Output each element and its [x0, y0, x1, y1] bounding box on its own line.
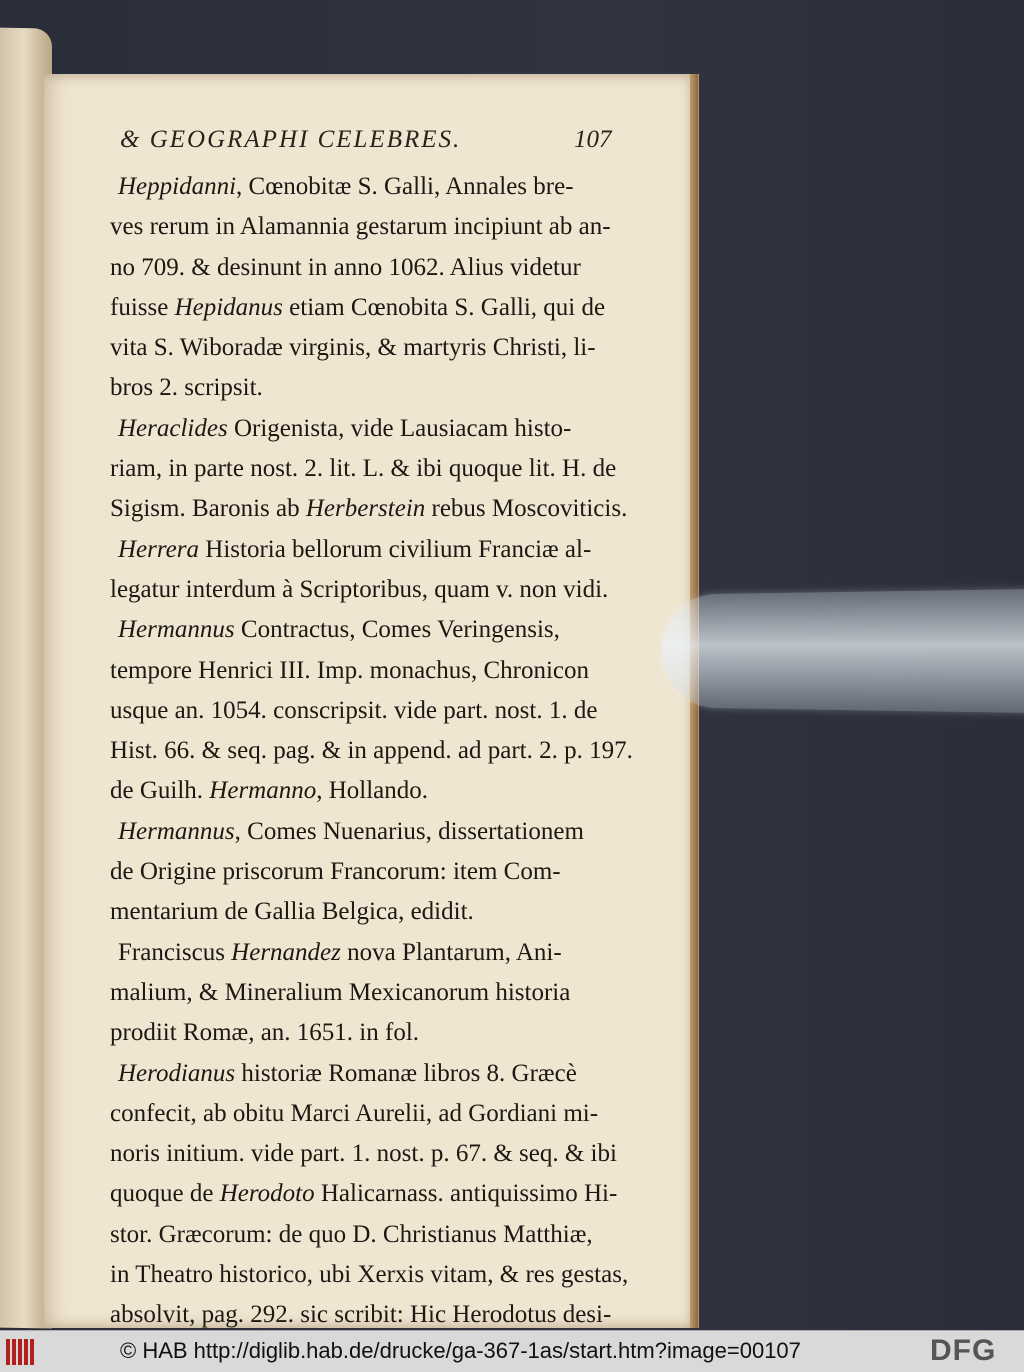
- text-run: , Hollando.: [316, 777, 429, 805]
- italic-name: Hermannus: [118, 817, 235, 845]
- text-run: in Theatro historico, ubi Xerxis vitam, & res gestas,: [110, 1261, 629, 1289]
- text-line: [110, 852, 632, 892]
- text-line: [110, 610, 632, 650]
- italic-name: Herodianus: [118, 1059, 236, 1087]
- text-run: , Comes Nuenarius, dissertationem: [234, 817, 584, 845]
- text-line: [110, 167, 632, 207]
- italic-name: Heppidanni: [118, 173, 237, 200]
- text-run: de Guilh.: [110, 777, 210, 805]
- text-line: [110, 570, 632, 610]
- text-run: Contractus, Comes Veringensis,: [234, 616, 560, 644]
- text-line: [110, 1013, 632, 1053]
- text-line: [110, 368, 632, 408]
- text-run: no 709. & desinunt in anno 1062. Alius videtur: [110, 253, 581, 281]
- italic-name: Hepidanus: [174, 293, 283, 321]
- text-run: riam, in parte nost. 2. lit. L. & ibi quoque lit. H. de: [110, 455, 617, 483]
- text-run: Sigism. Baronis ab: [110, 495, 306, 523]
- italic-name: Herberstein: [305, 495, 426, 523]
- text-run: Historia bellorum civilium Franciæ al-: [199, 535, 592, 563]
- text-line: [110, 449, 632, 489]
- text-line: [110, 409, 632, 449]
- text-line: [110, 973, 632, 1013]
- text-run: mentarium de Gallia Belgica, edidit.: [110, 898, 474, 926]
- text-line: [110, 1094, 632, 1134]
- running-head: & GEOGRAPHI CELEBRES.: [120, 126, 462, 153]
- source-credit: © HAB http://diglib.hab.de/drucke/ga-367-1as/start.htm?image=00107: [120, 1338, 801, 1363]
- text-run: prodiit Romæ, an. 1651. in fol.: [110, 1019, 420, 1047]
- italic-name: Heraclides: [118, 414, 228, 442]
- text-run: Hist. 66. & seq. pag. & in append. ad part. 2. p. 197.: [110, 737, 633, 765]
- text-line: [110, 1215, 632, 1255]
- text-run: usque an. 1054. conscripsit. vide part. nost. 1. de: [110, 696, 598, 724]
- text-run: ves rerum in Alamannia gestarum incipiunt ab an-: [110, 213, 611, 241]
- text-line: [110, 489, 632, 529]
- text-line: [110, 1255, 632, 1295]
- text-line: [110, 1054, 632, 1094]
- text-run: etiam Cœnobita S. Galli, qui de: [282, 293, 606, 321]
- text-run: confecit, ab obitu Marci Aurelii, ad Gordiani mi-: [110, 1099, 599, 1127]
- italic-name: Herrera: [118, 535, 200, 563]
- text-line: [110, 731, 632, 771]
- book-clamp: [662, 589, 1024, 713]
- text-line: [110, 1134, 632, 1174]
- text-run: Origenista, vide Lausiacam histo-: [227, 414, 572, 442]
- text-run: legatur interdum à Scriptoribus, quam v. non vidi.: [110, 575, 609, 603]
- text-line: [110, 812, 632, 852]
- text-line: [110, 651, 632, 691]
- text-line: [110, 248, 632, 288]
- text-run: absolvit, pag. 292. sic scribit: Hic Herodotus desi-: [110, 1301, 612, 1329]
- text-run: de Origine priscorum Francorum: item Com-: [110, 858, 561, 886]
- text-run: historiæ Romanæ libros 8. Græcè: [235, 1059, 577, 1087]
- page-number: 107: [574, 126, 612, 153]
- text-run: , Cœnobitæ S. Galli, Annales bre-: [236, 173, 574, 200]
- text-run: rebus Moscoviticis.: [425, 495, 628, 523]
- text-run: vita S. Wiboradæ virginis, & martyris Christi, li-: [110, 334, 596, 362]
- text-run: nova Plantarum, Ani-: [340, 938, 562, 966]
- italic-name: Herodoto: [219, 1180, 315, 1208]
- text-line: [110, 691, 632, 731]
- text-run: tempore Henrici III. Imp. monachus, Chronicon: [110, 656, 590, 684]
- text-run: noris initium. vide part. 1. nost. p. 67. & seq. & ibi: [110, 1140, 617, 1168]
- text-line: [110, 207, 632, 247]
- text-run: malium, & Mineralium Mexicanorum historia: [110, 978, 571, 1006]
- text-run: Halicarnass. antiquissimo Hi-: [314, 1180, 618, 1208]
- italic-name: Hermannus: [118, 616, 235, 644]
- text-line: [110, 892, 632, 932]
- text-line: [110, 530, 632, 570]
- text-run: Franciscus: [118, 938, 232, 966]
- hab-logo-icon: [6, 1339, 40, 1365]
- text-run: bros 2. scripsit.: [110, 374, 263, 402]
- text-run: quoque de: [110, 1180, 220, 1208]
- text-run: stor. Græcorum: de quo D. Christianus Matthiæ,: [110, 1220, 593, 1248]
- dfg-logo: DFG: [930, 1334, 997, 1367]
- text-run: fuisse: [110, 293, 175, 321]
- text-line: [110, 328, 632, 368]
- page-body-text: [110, 167, 632, 1330]
- text-line: [110, 933, 632, 973]
- italic-name: Hernandez: [231, 938, 341, 966]
- italic-name: Hermanno: [209, 777, 317, 805]
- footer-bar: [0, 1330, 1024, 1372]
- text-line: [110, 1174, 632, 1214]
- text-line: [110, 771, 632, 811]
- text-line: [110, 288, 632, 328]
- text-line: [110, 1295, 632, 1330]
